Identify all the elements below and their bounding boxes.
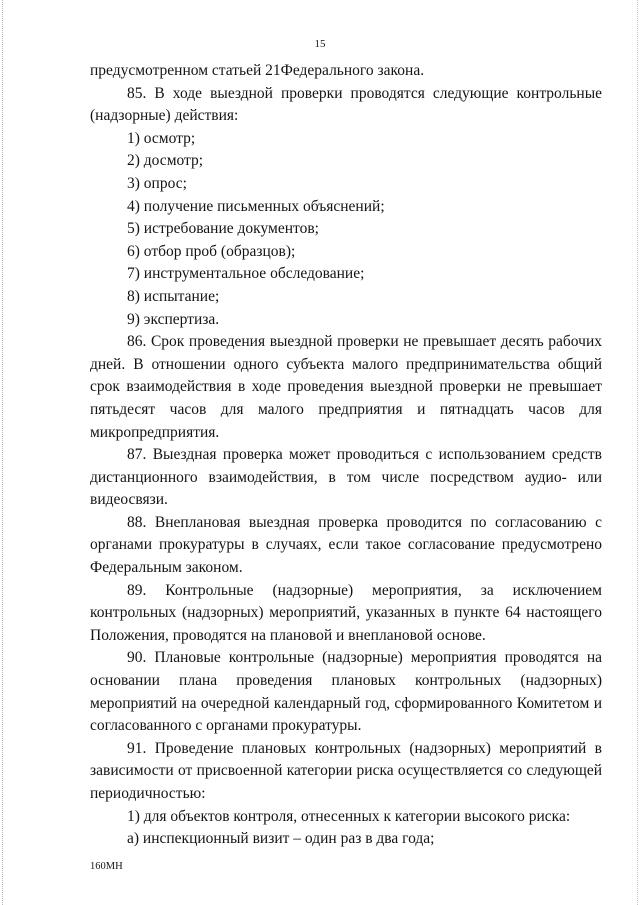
list-item: 1) для объектов контроля, отнесенных к категории высокого риска:	[127, 807, 571, 825]
document-code: 160МН	[90, 861, 123, 872]
list-item: 7) инструментальное обследование;	[127, 265, 365, 283]
list-item: 8) испытание;	[127, 287, 220, 305]
list-item: 9) экспертиза.	[127, 310, 220, 328]
list-item: 2) досмотр;	[127, 152, 204, 170]
scan-edge-left	[2, 0, 4, 905]
page-number: 15	[314, 38, 326, 50]
list-item: 5) истребование документов;	[127, 220, 319, 238]
list-item: 3) опрос;	[127, 174, 187, 192]
paragraph-continuation: предусмотренном статьей 21Федерального закона.	[90, 62, 425, 79]
paragraph-87: 87. Выездная проверка может проводиться с использованием средств дистанционного взаимодействия, в том числе посредством аудио- или видеосвязи.	[90, 446, 602, 509]
list-item: 6) отбор проб (образцов);	[127, 242, 296, 260]
paragraph-86: 86. Срок проведения выездной проверки не превышает десять рабочих дней. В отношении одного субъекта малого предпринимательства общий срок взаимодействия в ходе проведения выездной проверки не превышает пятьдесят часов для малого предприятия и пятнадцать часов для микропредприятия.	[90, 333, 602, 441]
paragraph-88: 88. Внеплановая выездная проверка проводится по согласованию с органами прокуратуры в случаях, если такое согласование предусмотрено Федеральным законом.	[90, 513, 602, 577]
paragraph-90: 90. Плановые контрольные (надзорные) мероприятия проводятся на основании плана проведения плановых контрольных (надзорных) мероприятий на очередной календарный год, сформированного Комитетом и согласованного с органами прокуратуры.	[90, 649, 602, 735]
document-body	[90, 60, 602, 851]
list-item: 4) получение письменных объяснений;	[127, 197, 385, 215]
paragraph-85: 85. В ходе выездной проверки проводятся следующие контрольные (надзорные) действия:	[90, 84, 602, 125]
scan-edge-right	[636, 0, 638, 905]
paragraph-89: 89. Контрольные (надзорные) мероприятия, за исключением контрольных (надзорных) мероприятий, указанных в пункте 64 настоящего Положения, проводятся на плановой и внеплановой основе.	[90, 581, 602, 644]
list-item: 1) осмотр;	[127, 129, 196, 147]
list-item: а) инспекционный визит – один раз в два года;	[127, 830, 435, 848]
paragraph-91: 91. Проведение плановых контрольных (надзорных) мероприятий в зависимости от присвоенной категории риска осуществляется со следующей периодичностью:	[90, 739, 602, 802]
